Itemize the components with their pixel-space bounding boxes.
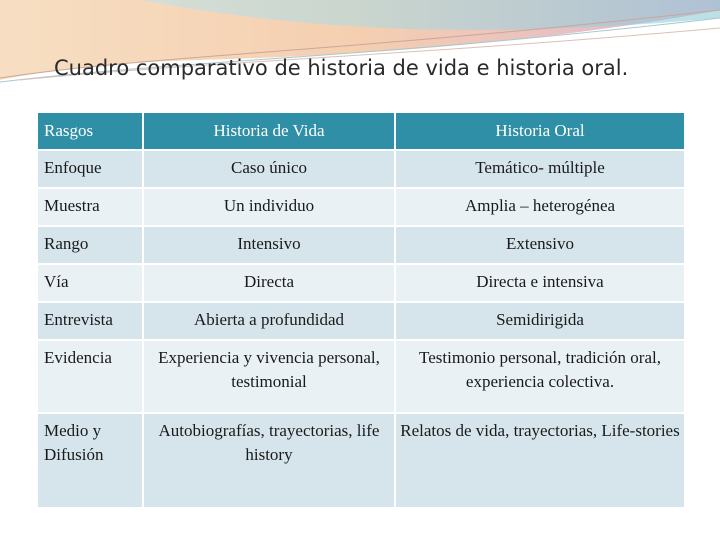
table-row [37,150,685,188]
table-row [37,264,685,302]
cell-historia-oral: Amplia – heterogénea [395,188,685,226]
table-row [37,302,685,340]
table-row [37,413,685,508]
row-label: Rango [37,226,143,264]
table-row [37,188,685,226]
header-historia-oral: Historia Oral [395,112,685,150]
row-label: Vía [37,264,143,302]
row-label: Entrevista [37,302,143,340]
cell-historia-de-vida: Directa [143,264,395,302]
row-label: Medio y Difusión [37,413,143,508]
table-row [37,226,685,264]
cell-historia-de-vida: Un individuo [143,188,395,226]
page-title: Cuadro comparativo de historia de vida e historia oral. [54,56,629,80]
cell-historia-oral: Directa e intensiva [395,264,685,302]
cell-historia-de-vida: Autobiografías, trayectorias, life history [143,413,395,508]
row-label: Muestra [37,188,143,226]
cell-historia-oral: Extensivo [395,226,685,264]
table-row [37,340,685,413]
cell-historia-oral: Relatos de vida, trayectorias, Life-stories [395,413,685,508]
cell-historia-oral: Testimonio personal, tradición oral, experiencia colectiva. [395,340,685,413]
cell-historia-oral: Temático- múltiple [395,150,685,188]
header-rasgos: Rasgos [37,112,143,150]
cell-historia-de-vida: Abierta a profundidad [143,302,395,340]
row-label: Enfoque [37,150,143,188]
comparison-table [36,111,686,509]
cell-historia-de-vida: Caso único [143,150,395,188]
cell-historia-de-vida: Experiencia y vivencia personal, testimonial [143,340,395,413]
cell-historia-de-vida: Intensivo [143,226,395,264]
cell-historia-oral: Semidirigida [395,302,685,340]
table-header-row [37,112,685,150]
row-label: Evidencia [37,340,143,413]
header-historia-de-vida: Historia de Vida [143,112,395,150]
